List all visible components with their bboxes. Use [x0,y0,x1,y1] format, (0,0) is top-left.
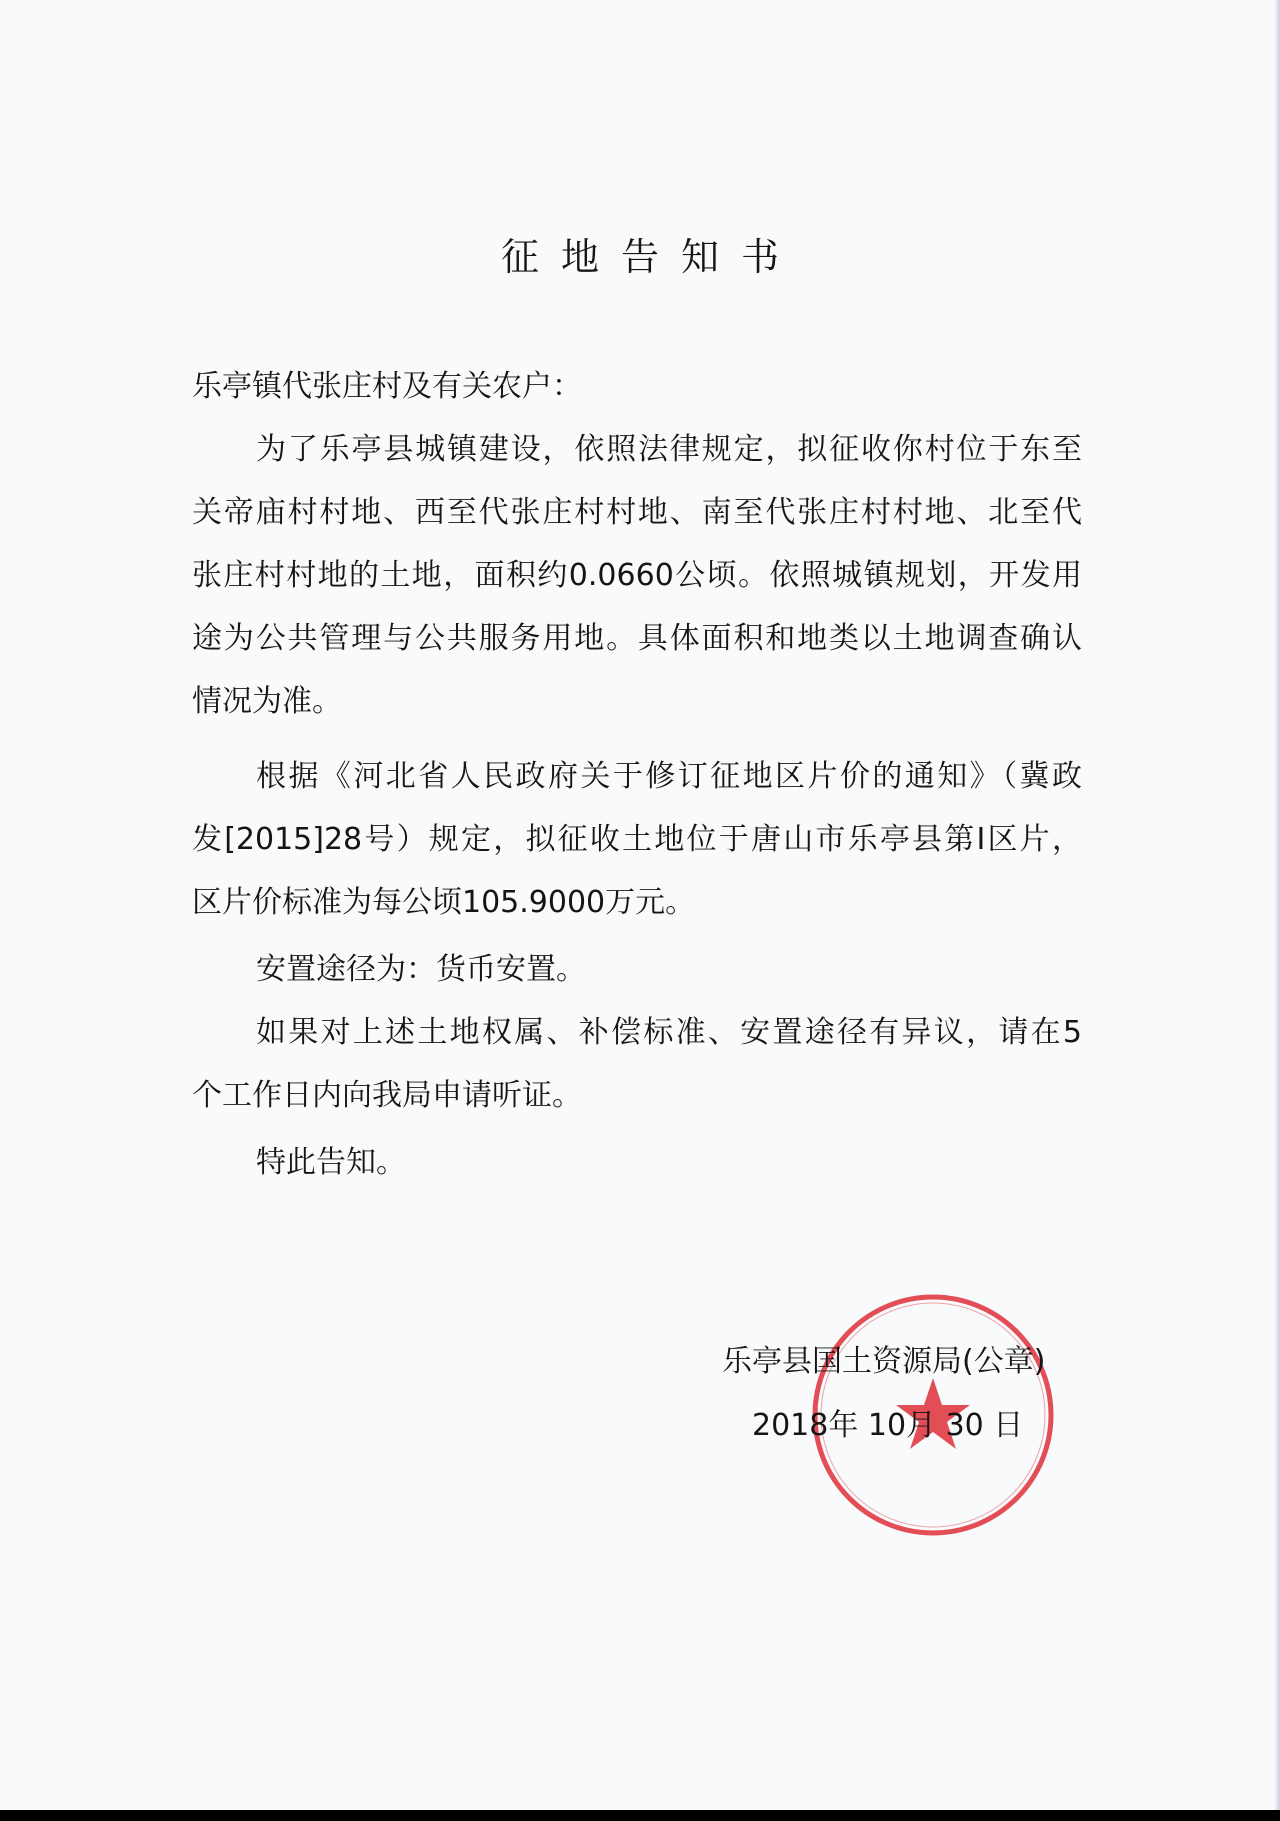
issue-date: 2018年 10月 30 日 [752,1408,1024,1443]
paragraph-2-line: 区片价标准为每公顷105.9000万元。 [192,885,696,920]
scan-edge [1274,0,1280,1821]
paragraph-1-line: 途为公共管理与公共服务用地。具体面积和地类以土地调查确认 [192,621,1082,656]
paragraph-4-line: 个工作日内向我局申请听证。 [192,1078,582,1113]
paragraph-1-line: 关帝庙村村地、西至代张庄村村地、南至代张庄村村地、北至代 [192,495,1082,530]
paragraph-1-line: 张庄村村地的土地，面积约0.0660公顷。依照城镇规划，开发用 [192,558,1082,593]
paragraph-3: 安置途径为：货币安置。 [256,952,586,987]
paragraph-4-line: 如果对上述土地权属、补偿标准、安置途径有异议，请在5 [256,1015,1082,1050]
paragraph-2-line: 发[2015]28号）规定，拟征收土地位于唐山市乐亭县第I区片， [192,822,1082,857]
issuer-signature: 乐亭县国土资源局(公章) [722,1344,1046,1379]
paragraph-1-line: 为了乐亭县城镇建设，依照法律规定，拟征收你村位于东至 [256,432,1082,467]
paragraph-1-line: 情况为准。 [192,684,342,719]
scan-bottom-border [0,1810,1280,1821]
paragraph-5: 特此告知。 [256,1145,406,1180]
salutation: 乐亭镇代张庄村及有关农户： [192,369,582,404]
document-title: 征地告知书 [500,235,801,279]
paragraph-2-line: 根据《河北省人民政府关于修订征地区片价的通知》（冀政 [256,759,1082,794]
